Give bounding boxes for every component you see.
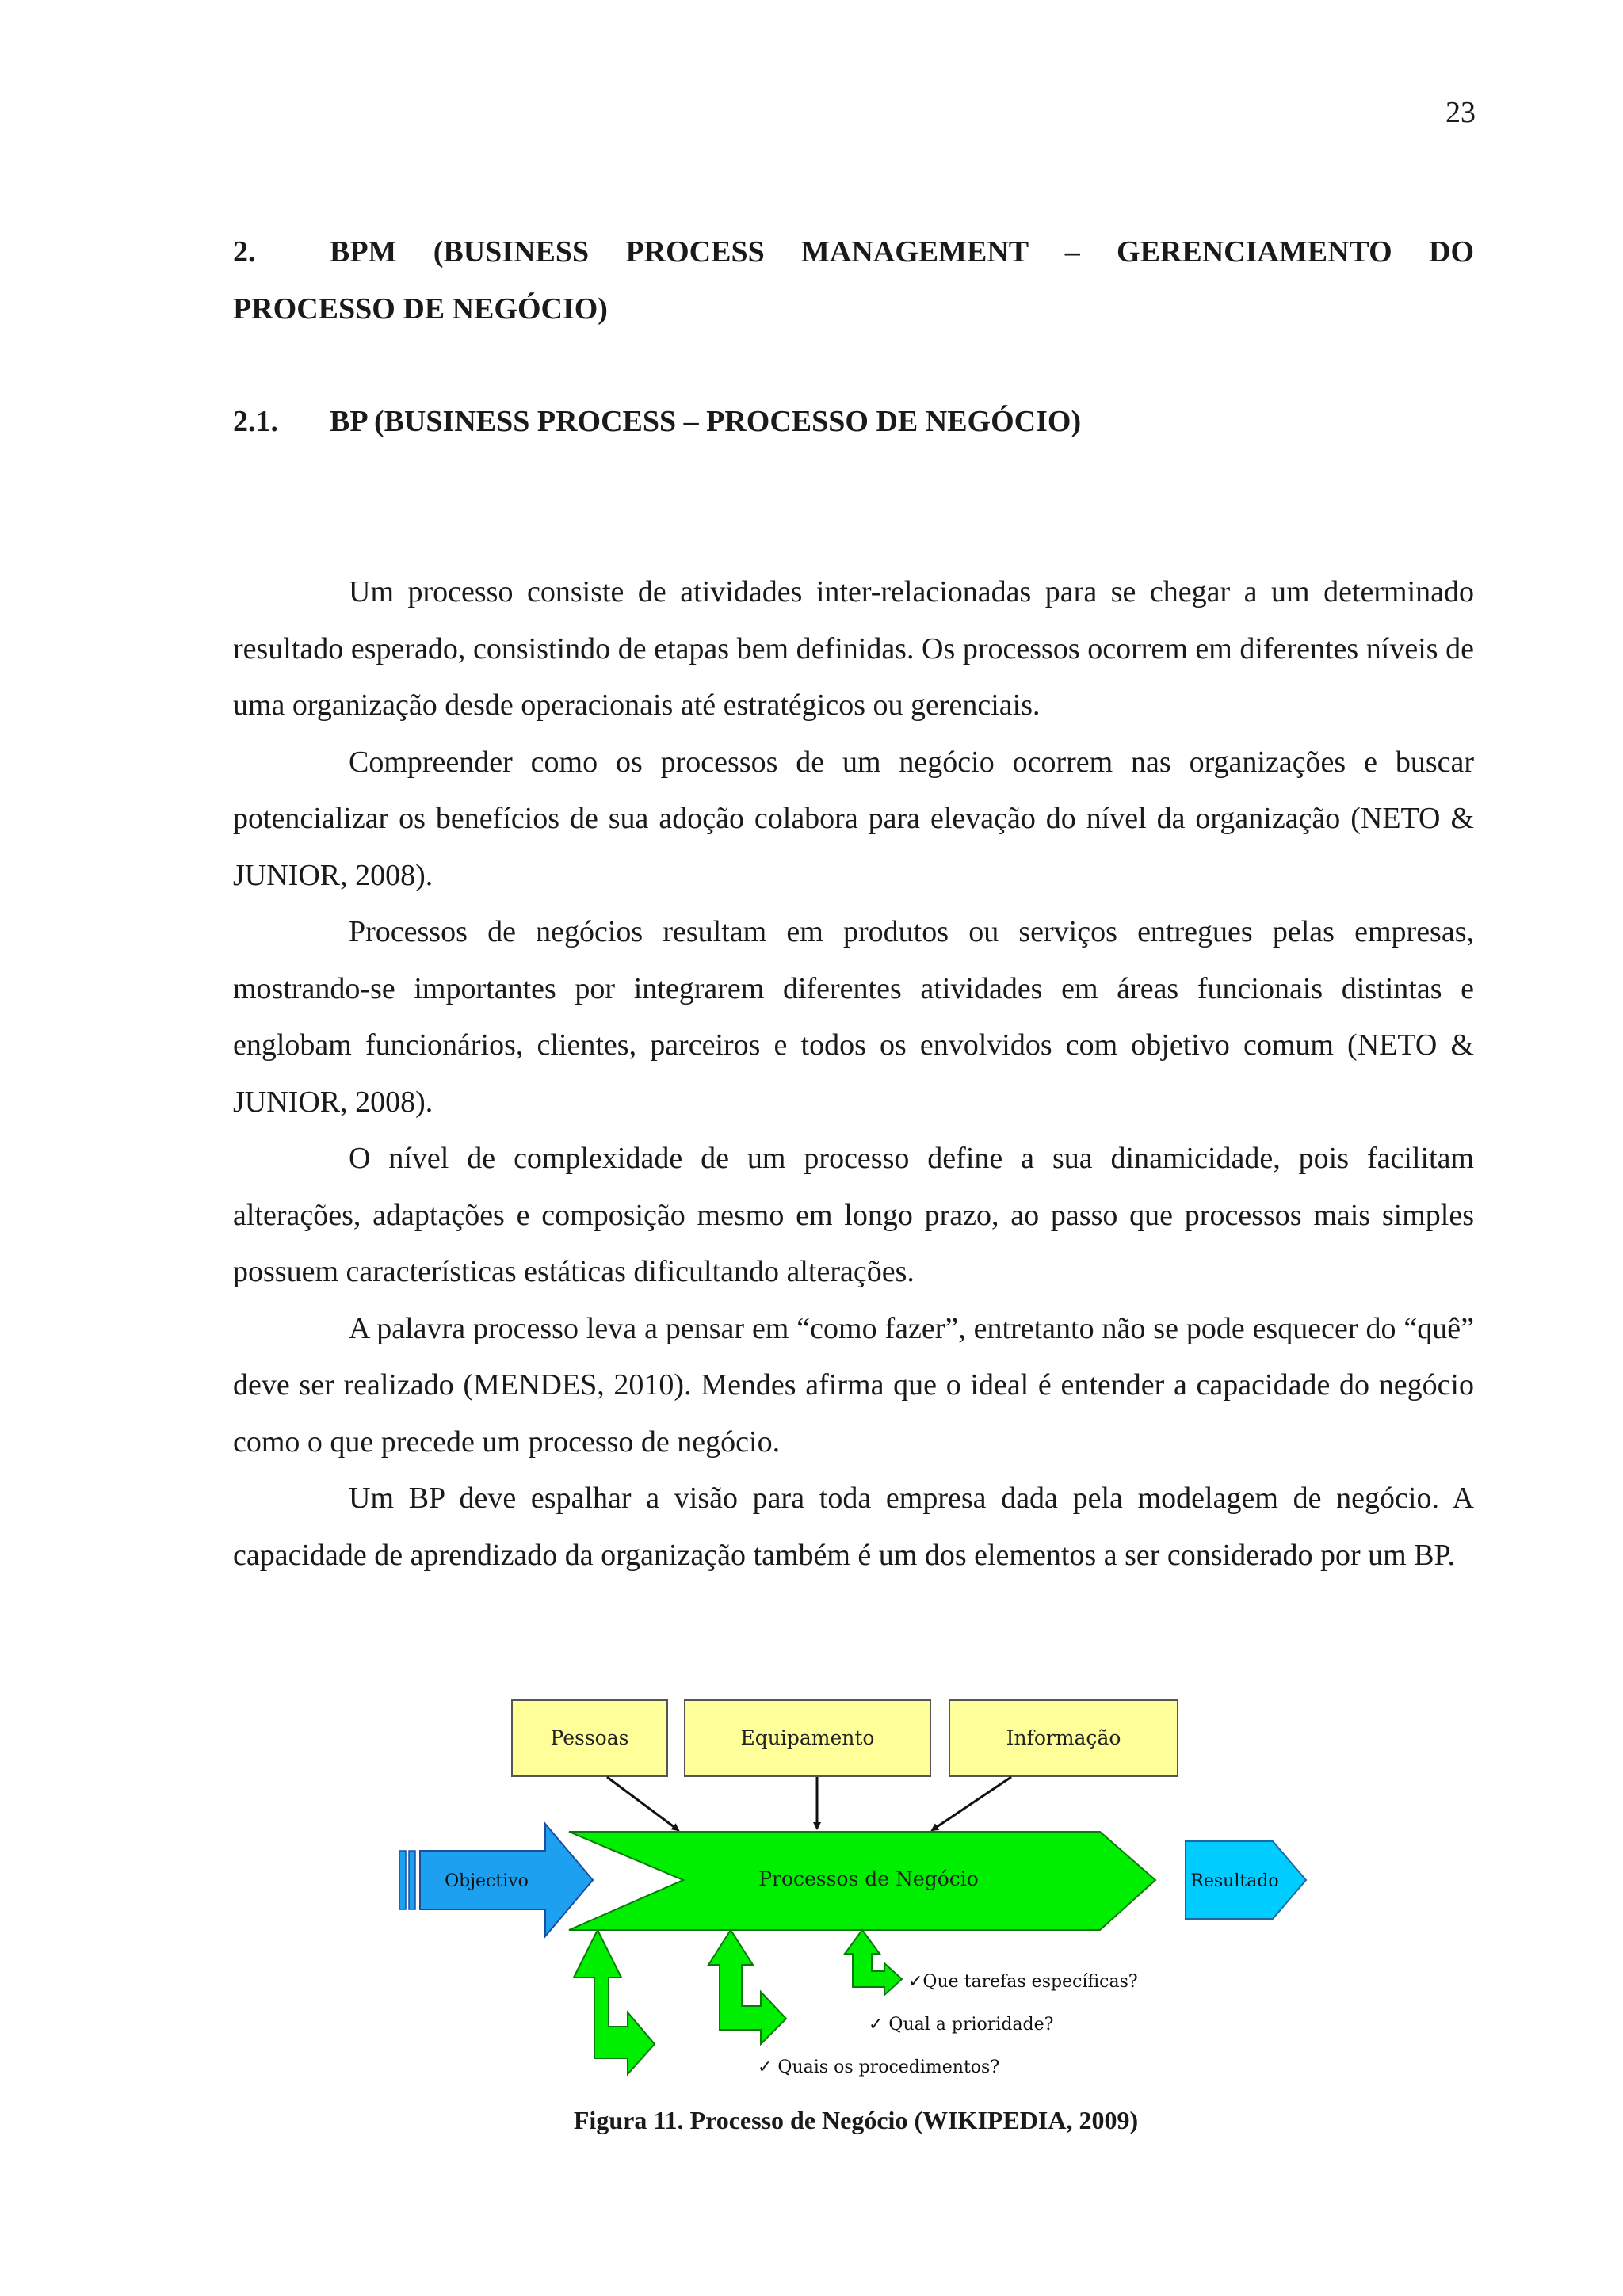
- input-label-informacao: Informação: [1006, 1726, 1121, 1749]
- objective-bar: [399, 1851, 406, 1909]
- page-number: 23: [1445, 96, 1476, 129]
- process-label: Processos de Negócio: [758, 1867, 979, 1890]
- subsection-title: BP (BUSINESS PROCESS – PROCESSO DE NEGÓCIO): [330, 405, 1082, 438]
- paragraph: Um BP deve espalhar a visão para toda empresa dada pela modelagem de negócio. A capacidade de aprendizado da organização também é um dos elementos a ser considerado por um BP.: [233, 1482, 1474, 1572]
- process-diagram: [393, 1695, 1312, 2092]
- up-arrow-prioridade: [708, 1930, 786, 2044]
- paragraph: A palavra processo leva a pensar em “como fazer”, entretanto não se pode esquecer do “quê” deve ser realizado (MENDES, 2010). Mendes afirma que o ideal é entender a capacidade do negócio como o que precede um processo de negócio.: [233, 1311, 1474, 1459]
- objective-bar: [409, 1851, 415, 1909]
- question-tarefas: ✓Que tarefas específicas?: [908, 1972, 1138, 1992]
- section-heading-line1: [233, 223, 1474, 280]
- section-title-line1: BPM (BUSINESS PROCESS MANAGEMENT – GERENCIAMENTO DO: [330, 235, 1474, 269]
- subsection-heading: [233, 393, 1474, 450]
- up-arrow-procedimentos: [574, 1930, 655, 2074]
- paragraph: Compreender como os processos de um negócio ocorrem nas organizações e buscar potencializar os benefícios de sua adoção colabora para elevação do nível da organização (NETO & JUNIOR, 2008).: [233, 745, 1474, 892]
- result-label: Resultado: [1190, 1871, 1279, 1891]
- question-prioridade: ✓ Qual a prioridade?: [869, 2015, 1054, 2035]
- input-label-equipamento: Equipamento: [740, 1726, 875, 1749]
- paragraph: Processos de negócios resultam em produtos ou serviços entregues pelas empresas, mostrando-se importantes por integrarem diferentes atividades em áreas funcionais distintas e englobam funcionários, clientes, parceiros e todos os envolvidos com objetivo comum (NETO & JUNIOR, 2008).: [233, 915, 1474, 1119]
- paragraph: O nível de complexidade de um processo define a sua dinamicidade, pois facilitam alterações, adaptações e composição mesmo em longo prazo, ao passo que processos mais simples possuem características estáticas dificultando alterações.: [233, 1142, 1474, 1288]
- section-heading: [233, 223, 1474, 338]
- subsection-number: 2.1.: [233, 405, 278, 438]
- input-label-pessoas: Pessoas: [550, 1726, 629, 1749]
- arrow-pessoas: [607, 1777, 678, 1830]
- arrow-informacao: [932, 1777, 1011, 1830]
- up-arrow-tarefas: [845, 1930, 902, 1995]
- objective-label: Objectivo: [445, 1871, 529, 1891]
- question-procedimentos: ✓ Quais os procedimentos?: [758, 2058, 1000, 2077]
- section-title-line2: PROCESSO DE NEGÓCIO): [233, 292, 608, 326]
- section-number: 2.: [233, 235, 256, 269]
- process-diagram-svg: [393, 1695, 1312, 2092]
- paragraph: Um processo consiste de atividades inter-relacionadas para se chegar a um determinado resultado esperado, consistindo de etapas bem definidas. Os processos ocorrem em diferentes níveis de uma organização desde operacionais até estratégicos ou gerenciais.: [233, 575, 1474, 722]
- figure-caption: Figura 11. Processo de Negócio (WIKIPEDIA, 2009): [573, 2106, 1139, 2134]
- body-text: [233, 564, 1474, 1584]
